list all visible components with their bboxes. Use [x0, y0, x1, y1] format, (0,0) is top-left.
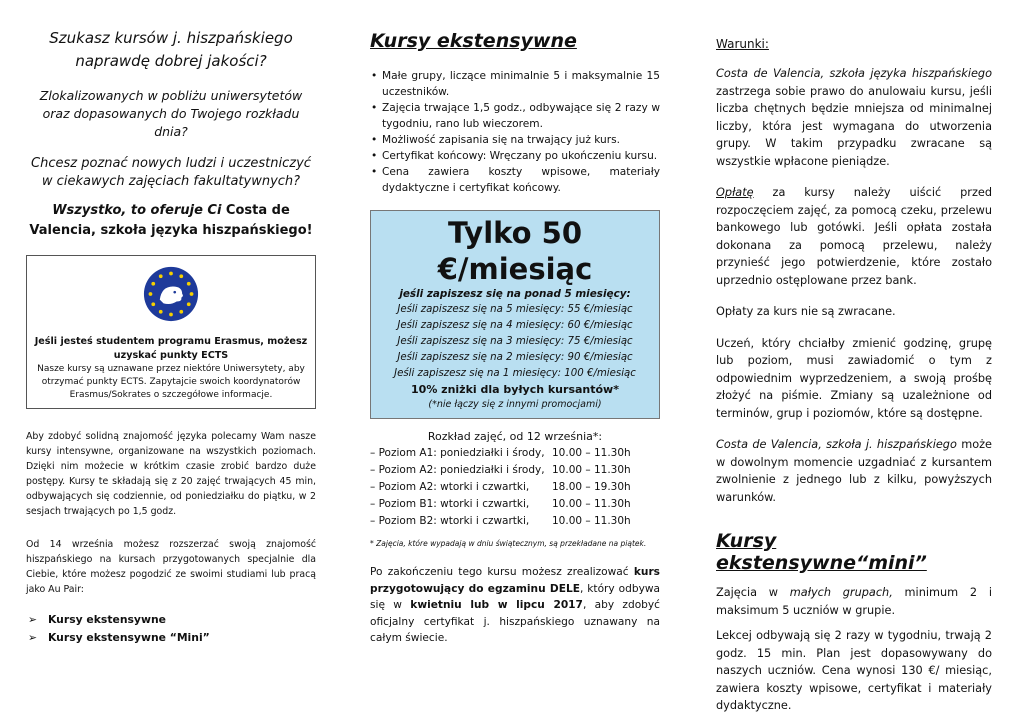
schedule-time: 10.00 – 11.30h — [552, 498, 631, 510]
conditions-text: zastrzega sobie prawo do anulowaiu kursu, jeśli liczba chętnych będzie mniejsza od minimalnej liczby, która jest wymagana do utworzenia grupy. W takim przypadku zwracane są wszystkie wpłacone pieniądze. — [716, 84, 992, 168]
table-row: – Poziom B2: wtorki i czwartki, 10.00 – 11.30h — [370, 513, 631, 530]
dele-text: , aby zdobyć oficjalny certyfikat j. hiszpańskiego uznawany na całym świecie. — [370, 599, 660, 644]
list-item: • Cena zawiera koszty wpisowe, materiały dydaktyczne i certyfikat końcowy. — [370, 164, 660, 196]
price-headline: Tylko 50 €/miesiąc — [437, 216, 593, 286]
price-row: Jeśli zapiszesz się na 1 miesięcy: 100 €/miesiąc — [394, 368, 636, 379]
erasmus-text: Nasze kursy są uznawane przez niektóre Uniwersytety, aby otrzymać punkty ECTS. Zapytajcie swoich koordynatorów Erasmus/Sokrates o szczegółowe informacje. — [37, 364, 305, 400]
course-list — [26, 611, 316, 647]
conditions-heading: Warunki: — [716, 37, 769, 51]
list-item: • Małe grupy, liczące minimalnie 5 i maksymalnie 15 uczestników. — [370, 68, 660, 100]
schedule-level: Poziom B2: wtorki i czwartki, — [378, 515, 530, 527]
section-title-mini: Kursy ekstensywne“mini” — [716, 530, 927, 574]
discount-note: (*nie łączy się z innymi promocjami) — [428, 399, 602, 410]
middle-column — [370, 0, 660, 725]
intro-question-1: Szukasz kursów j. hiszpańskiego naprawdę dobrej jakości? — [49, 29, 293, 70]
schedule-time: 18.00 – 19.30h — [552, 481, 631, 493]
schedule-level: Poziom A2: wtorki i czwartki, — [378, 481, 530, 493]
price-row: Jeśli zapiszesz się na 4 miesięcy: 60 €/miesiąc — [397, 320, 633, 331]
price-row: Jeśli zapiszesz się na 3 miesięcy: 75 €/miesiąc — [397, 336, 633, 347]
section-title-extensive: Kursy ekstensywne — [370, 30, 577, 52]
intensive-courses-paragraph: Aby zdobyć solidną znajomość języka polecamy Wam nasze kursy intensywne, organizowane na wszystkich poziomach. Dzięki nim możecie w krótkim czasie zrobić bardzo duże postępy. Kursy te składają się z 20 zajęć trwających 45 min, odbywających się codziennie, od poniedziałku do piątku, w 2 sesjach trwających po 1,5 godz. — [26, 431, 316, 517]
schedule-time: 10.00 – 11.30h — [552, 464, 631, 476]
price-row: Jeśli zapiszesz się na 5 miesięcy: 55 €/miesiąc — [397, 304, 633, 315]
schedule-time: 10.00 – 11.30h — [552, 447, 631, 459]
erasmus-box — [26, 255, 316, 409]
erasmus-title: Jeśli jesteś studentem programu Erasmus, możesz uzyskać punkty ECTS — [34, 336, 308, 361]
offer-rest: Costa de Valencia, szkoła języka hiszpańskiego! — [29, 203, 313, 238]
feature-list — [370, 68, 660, 196]
list-item: ➢ Kursy ekstensywne — [26, 611, 316, 629]
offer-italic: Wszystko, to oferuje Ci — [52, 203, 222, 218]
dele-date: kwietniu lub w lipcu 2017 — [410, 599, 583, 611]
conditions-paragraph-2 — [716, 184, 992, 289]
intro-question-2: Zlokalizowanych w pobliżu uniwersytetów oraz dopasowanych do Twojego rozkładu dnia? — [39, 88, 303, 139]
conditions-paragraph-5 — [716, 436, 992, 506]
mini-paragraph-1 — [716, 584, 992, 619]
list-item: • Możliwość zapisania się na trwający już kurs. — [370, 132, 660, 148]
list-item: • Zajęcia trwające 1,5 godz., odbywające się 2 razy w tygodniu, rano lub wieczorem. — [370, 100, 660, 132]
list-item: ➢ Kursy ekstensywne “Mini” — [26, 629, 316, 647]
intro-question-3: Chcesz poznać nowych ludzi i uczestniczyć w ciekawych zajęciach fakultatywnych? — [31, 156, 311, 189]
schedule-table — [370, 445, 631, 530]
schedule-time: 10.00 – 11.30h — [552, 515, 631, 527]
table-row: – Poziom A2: wtorki i czwartki, 18.00 – 19.30h — [370, 479, 631, 496]
conditions-text: może w dowolnym momencie uzgadniać z kursantem zwolnienie z jednego lub z kilku, powyższych warunków. — [716, 438, 992, 504]
mini-paragraph-2: Lekcej odbywają się 2 razy w tygodniu, trwają 2 godz. 15 min. Plan jest dopasowywany do naszych uczniów. Cena wynosi 130 €/ miesiąc, zawiera koszty wpisowe, certyfikat i materiały dydaktyczne. — [716, 629, 992, 712]
price-box — [370, 210, 660, 419]
conditions-text: za kursy należy uiścić przed rozpoczęciem zajęć, za pomocą czeku, przelewu bankowego lub gotówki. Jeśli opłata została dokonana za pomocą przelewu, należy przynieść jego potwierdzenie, które zostało uprzednio ostęplowane przez bank. — [716, 186, 992, 287]
discount-text: 10% zniżki dla byłych kursantów* — [411, 383, 619, 396]
conditions-paragraph-1 — [716, 65, 992, 170]
mini-italic: małych grupach, — [789, 586, 893, 599]
schedule-level: Poziom A2: poniedziałki i środy, — [378, 464, 545, 476]
mini-text: Zajęcia w — [716, 586, 790, 599]
dele-bold: kurs przygotowujący do egzaminu DELE — [370, 566, 660, 595]
right-column — [716, 0, 992, 725]
mini-text: minimum 2 i maksimum 5 uczniów w grupie. — [716, 586, 992, 617]
schedule-level: Poziom A1: poniedziałki i środy, — [378, 447, 545, 459]
school-name: Costa de Valencia, szkoła j. hiszpańskiego — [716, 438, 957, 451]
dele-text: Po zakończeniu tego kursu możesz zrealizować — [370, 566, 634, 578]
price-subtitle: jeśli zapiszesz się na ponad 5 miesięcy: — [399, 288, 631, 300]
dele-paragraph — [370, 564, 660, 647]
dele-text: , który odbywa się w — [370, 582, 660, 611]
offer-statement — [26, 201, 316, 241]
conditions-paragraph-3: Opłaty za kurs nie są zwracane. — [716, 305, 896, 318]
school-name: Costa de Valencia, szkoła języka hiszpańskiego — [716, 67, 992, 80]
table-row: – Poziom A2: poniedziałki i środy, 10.00 – 11.30h — [370, 462, 631, 479]
table-row: – Poziom A1: poniedziałki i środy, 10.00 – 11.30h — [370, 445, 631, 462]
conditions-paragraph-4: Uczeń, który chciałby zmienić godzinę, grupę lub poziom, musi zawiadomić o tym z odpowiednim wyprzedzeniem, a swoją prośbę złożyć na piśmie. Zmiany są uzależnione od terminów, grup i poziomów, które są dostępne. — [716, 336, 992, 420]
table-row: – Poziom B1: wtorki i czwartki, 10.00 – 11.30h — [370, 496, 631, 513]
payment-word: Opłatę — [716, 186, 754, 199]
eu-flag-with-face-logo-icon — [143, 266, 199, 322]
left-column — [26, 0, 316, 725]
price-row: Jeśli zapiszesz się na 2 miesięcy: 90 €/miesiąc — [397, 352, 633, 363]
schedule-footnote: * Zajęcia, które wypadają w dniu świątecznym, są przekładane na piątek. — [370, 539, 647, 548]
extensive-intro-paragraph: Od 14 września możesz rozszerzać swoją znajomość hiszpańskiego na kursach przygotowanych specjalnie dla Ciebie, które możesz pogodzić ze swoimi studiami lub pracą jako Au Pair: — [26, 539, 316, 595]
schedule-title: Rozkład zajęć, od 12 września*: — [427, 430, 603, 443]
list-item: • Certyfikat końcowy: Wręczany po ukończeniu kursu. — [370, 148, 660, 164]
schedule-level: Poziom B1: wtorki i czwartki, — [378, 498, 530, 510]
